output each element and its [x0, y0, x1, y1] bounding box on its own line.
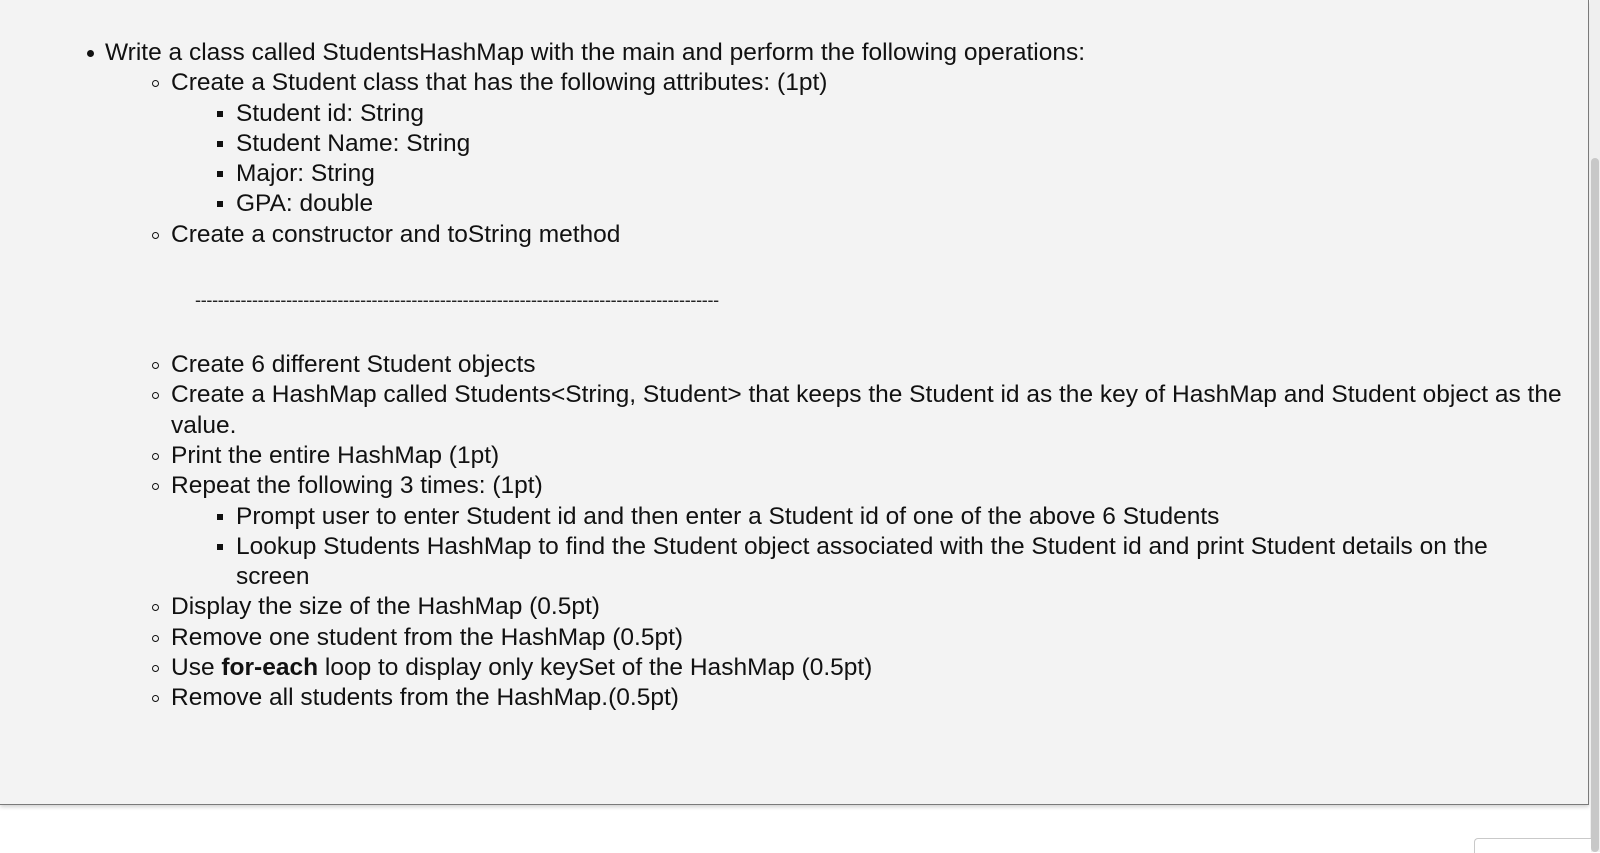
create-objects-task: Create 6 different Student objects — [150, 350, 1564, 380]
repeat-task — [150, 471, 1564, 592]
student-class-label: Create a Student class that has the following attributes: (1pt) — [171, 69, 828, 97]
attribute-item: Student Name: String — [215, 129, 1564, 159]
main-task-list — [84, 38, 1564, 714]
foreach-prefix: Use — [171, 654, 222, 682]
repeat-label: Repeat the following 3 times: (1pt) — [171, 472, 543, 500]
foreach-keyword: for-each — [221, 654, 319, 682]
remove-one-task: Remove one student from the HashMap (0.5pt) — [150, 623, 1564, 653]
constructor-task: Create a constructor and toString method — [150, 220, 1564, 250]
repeat-step-item: Lookup Students HashMap to find the Student object associated with the Student id and print Student details on the screen — [215, 532, 1564, 593]
print-hashmap-task: Print the entire HashMap (1pt) — [150, 441, 1564, 471]
remove-all-task: Remove all students from the HashMap.(0.5pt) — [150, 683, 1564, 713]
display-size-task: Display the size of the HashMap (0.5pt) — [150, 592, 1564, 622]
attribute-item: Student id: String — [215, 99, 1564, 129]
corner-panel — [1474, 838, 1591, 853]
attribute-item: GPA: double — [215, 189, 1564, 219]
scrollbar-thumb[interactable] — [1591, 158, 1599, 852]
create-hashmap-task: Create a HashMap called Students<String, Student> that keeps the Student id as the key of HashMap and Student object as the value. — [150, 380, 1564, 441]
dashed-divider: -------------------------------------------------------------------------------------------- — [195, 290, 719, 311]
main-task-item — [84, 38, 1564, 714]
subtask-list — [150, 68, 1564, 250]
foreach-task — [150, 653, 1564, 683]
student-class-task — [150, 68, 1564, 219]
foreach-suffix: loop to display only keySet of the HashMap (0.5pt) — [318, 654, 873, 682]
repeat-step-item: Prompt user to enter Student id and then enter a Student id of one of the above 6 Students — [215, 502, 1564, 532]
attribute-list — [215, 99, 1564, 220]
repeat-steps-list — [215, 502, 1564, 593]
assignment-content — [84, 38, 1564, 714]
subtask-list-continued — [150, 350, 1564, 714]
main-task-text: Write a class called StudentsHashMap with the main and perform the following operations: — [105, 39, 1086, 66]
attribute-item: Major: String — [215, 159, 1564, 189]
